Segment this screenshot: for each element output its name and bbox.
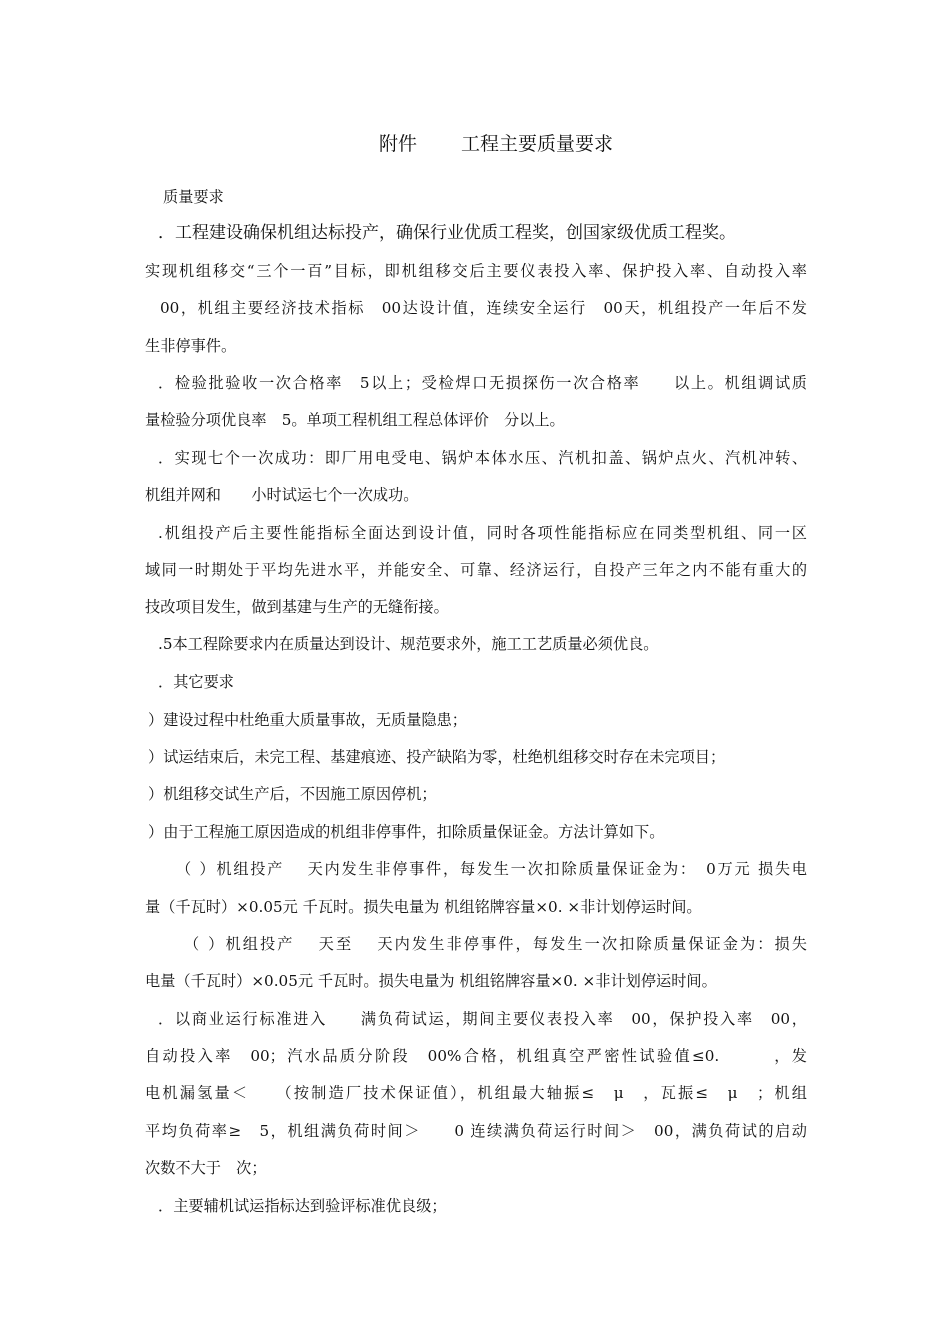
paragraph-line: 次数不大于 次；: [145, 1159, 267, 1177]
paragraph-line: （ ）机组投产 天内发生非停事件，每发生一次扣除质量保证金为： 0万元 损失电: [176, 860, 807, 878]
title-main: 工程主要质量要求: [461, 133, 614, 155]
paragraph-line: .机组投产后主要性能指标全面达到设计值，同时各项性能指标应在同类型机组、同一区: [158, 524, 807, 542]
title-prefix: 附件: [378, 133, 417, 155]
paragraph-line: ．检验批验收一次合格率 5以上；受检焊口无损探伤一次合格率 以上。机组调试质: [158, 374, 807, 392]
paragraph-line: 自动投入率 00；汽水品质分阶段 00%合格，机组真空严密性试验值≤0. ，发: [145, 1047, 807, 1065]
paragraph-line: ．工程建设确保机组达标投产，确保行业优质工程奖，创国家级优质工程奖。: [158, 223, 736, 243]
paragraph-line: 电量（千瓦时）×0.05元 千瓦时。损失电量为 机组铭牌容量×0. ×非计划停运时间。: [145, 972, 717, 990]
paragraph-line: 技改项目发生，做到基建与生产的无缝衔接。: [145, 598, 449, 616]
section-heading: 质量要求: [163, 188, 224, 206]
paragraph-line: 机组并网和 小时试运七个一次成功。: [145, 486, 419, 504]
paragraph-line: 00，机组主要经济技术指标 00达设计值，连续安全运行 00天，机组投产一年后不发: [160, 299, 807, 317]
paragraph-line: ．实现七个一次成功：即厂用电受电、锅炉本体水压、汽机扣盖、锅炉点火、汽机冲转、: [158, 449, 807, 467]
paragraph-line: 量检验分项优良率 5。单项工程机组工程总体评价 分以上。: [145, 411, 565, 429]
list-item: ）建设过程中杜绝重大质量事故，无质量隐患；: [148, 711, 467, 729]
paragraph-line: 平均负荷率≥ 5，机组满负荷时间＞ 0 连续满负荷运行时间＞ 00，满负荷试的启动: [145, 1122, 807, 1140]
list-item: ）试运结束后，未完工程、基建痕迹、投产缺陷为零，杜绝机组移交时存在未完项目；: [148, 748, 726, 766]
paragraph-line: 实现机组移交“三个一百”目标，即机组移交后主要仪表投入率、保护投入率、自动投入率: [145, 262, 807, 280]
list-item: ）机组移交试生产后，不因施工原因停机；: [148, 785, 437, 803]
list-item: ）由于工程施工原因造成的机组非停事件，扣除质量保证金。方法计算如下。: [148, 823, 665, 841]
document-title: [0, 131, 950, 157]
paragraph-line: ．以商业运行标准进入 满负荷试运，期间主要仪表投入率 00，保护投入率 00，: [158, 1010, 807, 1028]
paragraph-line: ．主要辅机试运指标达到验评标准优良级；: [158, 1197, 447, 1215]
paragraph-line: 电机漏氢量＜ （按制造厂技术保证值），机组最大轴振≤ μ ，瓦振≤ μ ；机组: [145, 1084, 807, 1102]
section-heading: ．其它要求: [158, 673, 234, 691]
paragraph-line: .5本工程除要求内在质量达到设计、规范要求外，施工工艺质量必须优良。: [158, 635, 659, 653]
paragraph-line: （ ）机组投产 天至 天内发生非停事件，每发生一次扣除质量保证金为：损失: [184, 935, 807, 953]
paragraph-line: 生非停事件。: [145, 337, 237, 355]
paragraph-line: 量（千瓦时）×0.05元 千瓦时。损失电量为 机组铭牌容量×0. ×非计划停运时间。: [145, 898, 702, 916]
paragraph-line: 域同一时期处于平均先进水平，并能安全、可靠、经济运行，自投产三年之内不能有重大的: [145, 561, 807, 579]
